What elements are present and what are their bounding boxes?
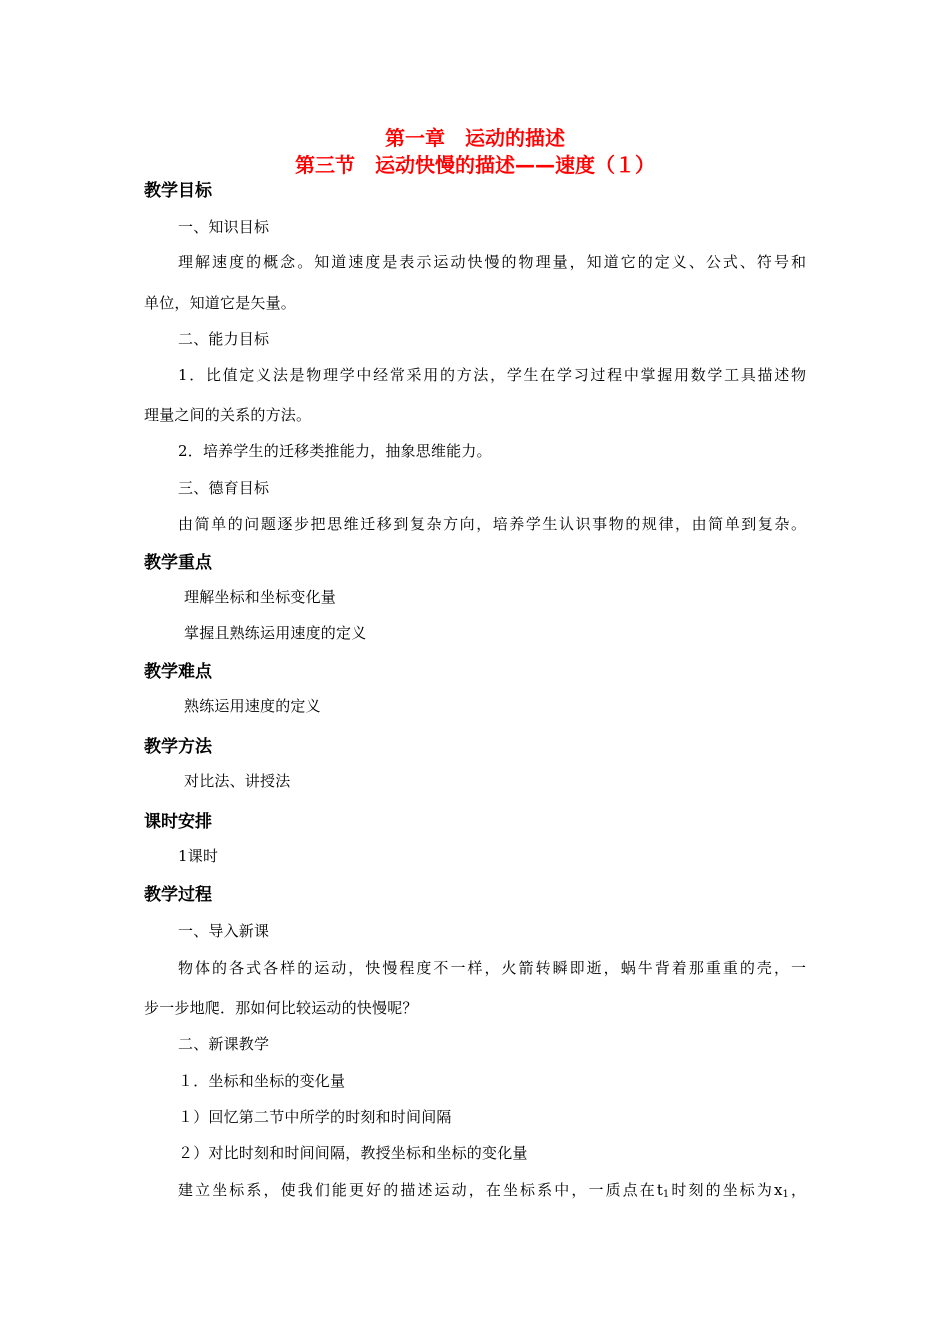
- schedule-item-1: 1课时: [178, 847, 219, 865]
- ability-objective-1-line-1: 1．比值定义法是物理学中经常采用的方法，学生在学习过程中掌握用数学工具描述物: [178, 366, 806, 384]
- intro-text-line-1: 物体的各式各样的运动，快慢程度不一样，火箭转瞬即逝，蜗牛背着那重重的壳，一: [178, 959, 806, 977]
- schedule-heading: 课时安排: [144, 812, 212, 832]
- ability-objective-2: 2．培养学生的迁移类推能力，抽象思维能力。: [178, 442, 492, 460]
- moral-objective-label: 三、德育目标: [178, 479, 270, 497]
- coordinate-text-end: ，: [788, 1181, 806, 1199]
- section-title: 第三节 运动快慢的描述——速度（１）: [295, 153, 655, 177]
- ability-objective-label: 二、能力目标: [178, 330, 270, 348]
- intro-label: 一、导入新课: [178, 922, 270, 940]
- difficulties-heading: 教学难点: [144, 662, 212, 682]
- process-heading: 教学过程: [144, 885, 212, 905]
- lesson-point-1: １．坐标和坐标的变化量: [178, 1072, 346, 1090]
- ability-objective-1-line-2: 理量之间的关系的方法。: [144, 406, 312, 424]
- key-point-item-1: 理解坐标和坐标变化量: [184, 588, 337, 606]
- coordinate-text-mid: 时刻的坐标为: [669, 1181, 775, 1199]
- time-symbol: $t_1$: [656, 1181, 670, 1200]
- knowledge-objective-text-line-2: 单位，知道它是矢量。: [144, 294, 297, 312]
- chapter-title: 第一章 运动的描述: [385, 126, 565, 150]
- lesson-point-1-1: １）回忆第二节中所学的时刻和时间间隔: [178, 1108, 452, 1126]
- method-item-1: 对比法、讲授法: [184, 772, 291, 790]
- difficulty-item-1: 熟练运用速度的定义: [184, 697, 321, 715]
- key-points-heading: 教学重点: [144, 553, 212, 573]
- position-symbol: $x_1$: [774, 1181, 789, 1200]
- coordinate-system-line: [178, 1179, 806, 1200]
- knowledge-objective-text-line-1: 理解速度的概念。知道速度是表示运动快慢的物理量，知道它的定义、公式、符号和: [178, 253, 806, 271]
- moral-objective-text: 由简单的问题逐步把思维迁移到复杂方向，培养学生认识事物的规律，由简单到复杂。: [178, 515, 806, 533]
- objectives-heading: 教学目标: [144, 181, 212, 201]
- intro-text-line-2: 步一步地爬．那如何比较运动的快慢呢？: [144, 999, 418, 1017]
- new-lesson-label: 二、新课教学: [178, 1035, 270, 1053]
- methods-heading: 教学方法: [144, 737, 212, 757]
- coordinate-text-prefix: 建立坐标系，使我们能更好的描述运动，在坐标系中，一质点在: [178, 1181, 657, 1199]
- knowledge-objective-label: 一、知识目标: [178, 218, 270, 236]
- key-point-item-2: 掌握且熟练运用速度的定义: [184, 624, 367, 642]
- lesson-point-1-2: ２）对比时刻和时间间隔，教授坐标和坐标的变化量: [178, 1144, 528, 1162]
